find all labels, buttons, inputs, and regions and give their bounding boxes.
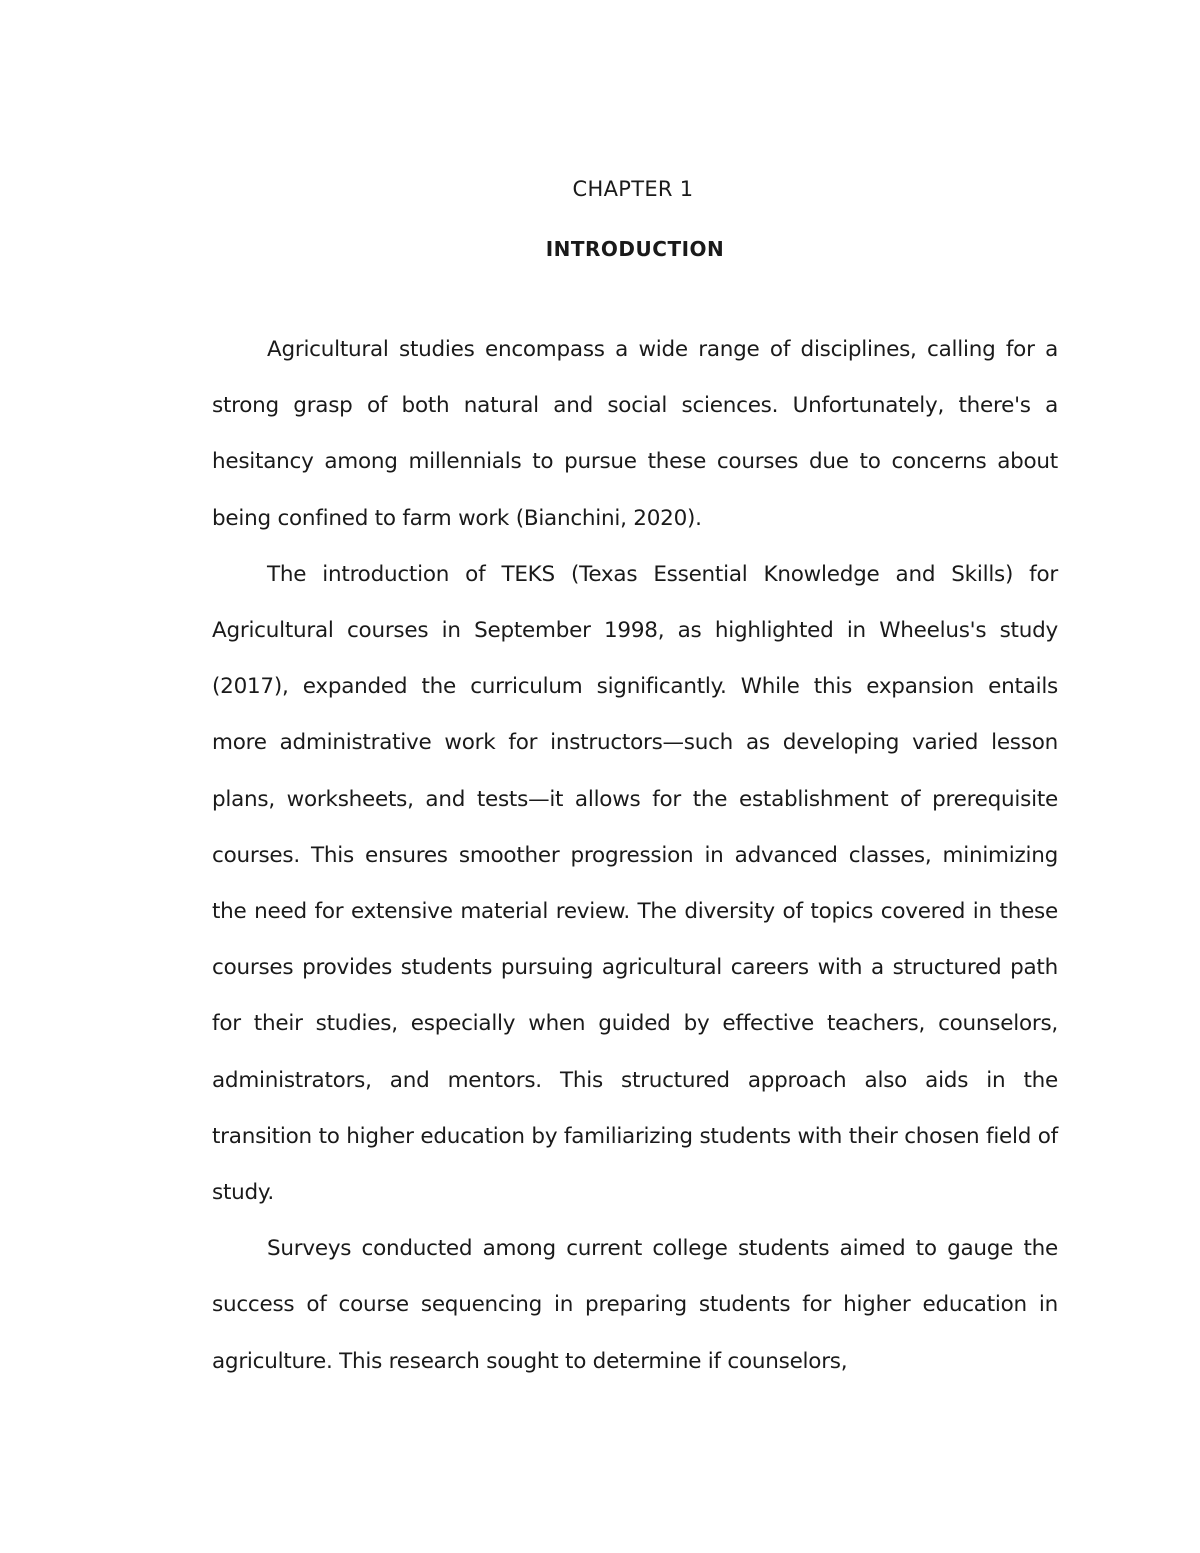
paragraph-3: Surveys conducted among current college students aimed to gauge the success of course sequencing in preparing students for higher education in agriculture. This research sought to determine if counselors, [212, 1236, 1058, 1374]
paragraph-1: Agricultural studies encompass a wide range of disciplines, calling for a strong grasp of both natural and social sciences. Unfortunately, there's a hesitancy among millennials to pursue these courses due to concerns about being confined to farm work (Bianchini, 2020). [212, 337, 1058, 531]
body-text [212, 322, 1058, 1390]
chapter-title: INTRODUCTION [545, 237, 725, 261]
paragraph-2: The introduction of TEKS (Texas Essential Knowledge and Skills) for Agricultural courses in September 1998, as highlighted in Wheelus's study (2017), expanded the curriculum significantly. While this expansion entails more administrative work for instructors—such as developing varied lesson plans, worksheets, and tests—it allows for the establishment of prerequisite courses. This ensures smoother progression in advanced classes, minimizing the need for extensive material review. The diversity of topics covered in these courses provides students pursuing agricultural careers with a structured path for their studies, especially when guided by effective teachers, counselors, administrators, and mentors. This structured approach also aids in the transition to higher education by familiarizing students with their chosen field of study. [212, 561, 1058, 1206]
chapter-label: CHAPTER 1 [572, 177, 694, 201]
